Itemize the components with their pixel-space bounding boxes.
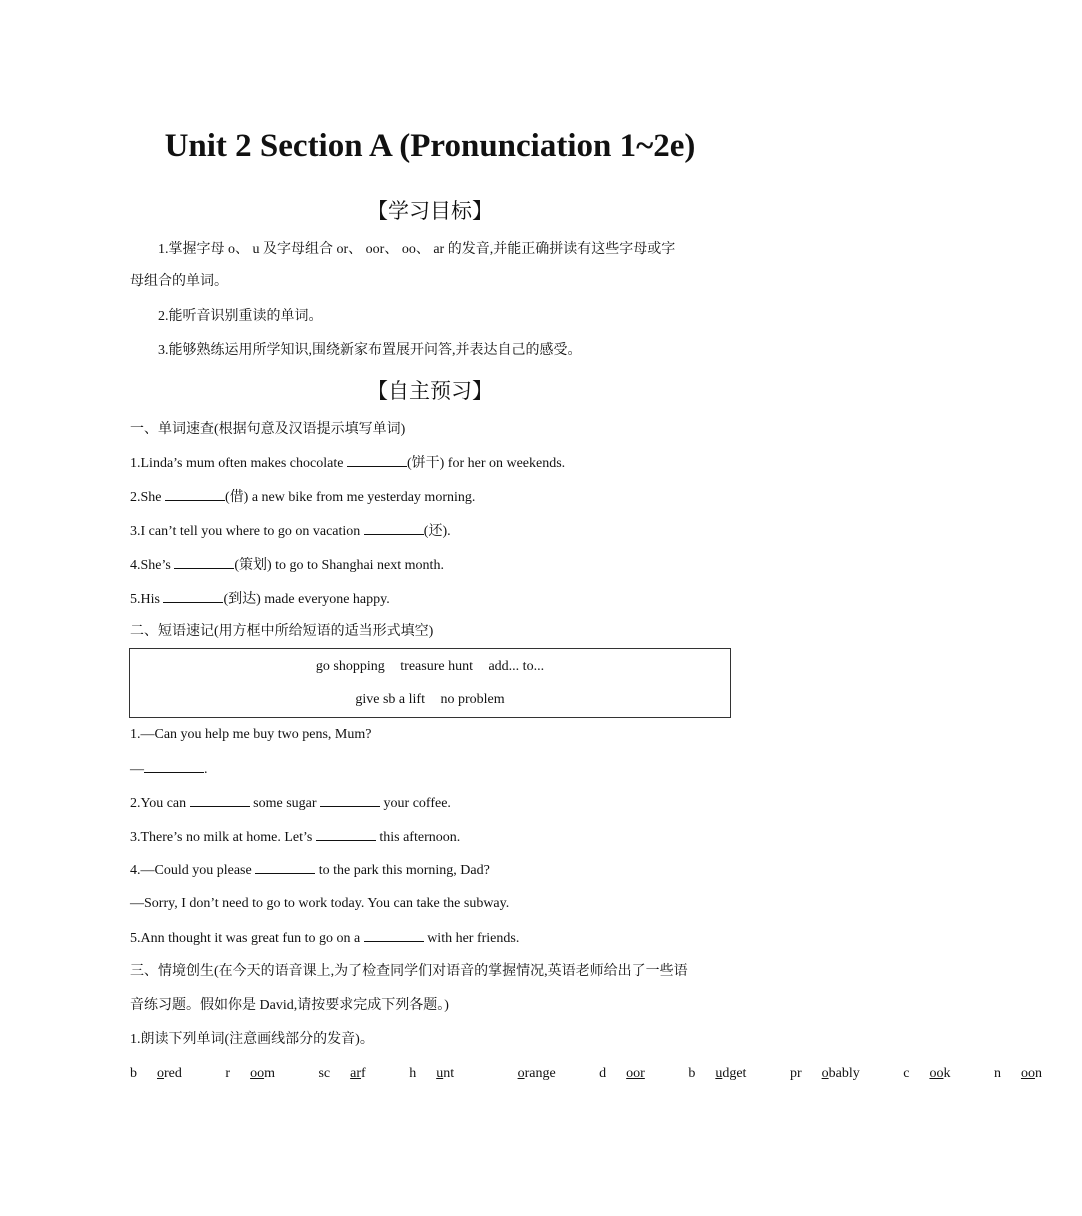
- objective-1-line-1: 1.掌握字母 o、 u 及字母组合 or、 oor、 oo、 ar 的发音,并能正确拼读有这些字母或字: [158, 242, 676, 257]
- preview-heading: 【自主预习】: [367, 379, 493, 403]
- word-bored: b ored: [130, 1066, 182, 1081]
- phrase: give sb a lift: [355, 692, 425, 707]
- part1-title: 一、单词速查(根据句意及汉语提示填写单词): [130, 422, 406, 437]
- part1-question-2: 2.She (借) a new bike from me yesterday morning.: [130, 487, 740, 508]
- answer-blank[interactable]: [190, 793, 250, 807]
- part1-question-1: 1.Linda’s mum often makes chocolate (饼干) for her on weekends.: [130, 453, 740, 474]
- part1-question-4: 4.She’s (策划) to go to Shanghai next month.: [130, 555, 740, 576]
- word-budget: b udget: [688, 1066, 747, 1081]
- word-noon: n oon: [993, 1066, 1042, 1081]
- phrase-box-row-2: [130, 690, 730, 710]
- answer-blank[interactable]: [163, 589, 223, 603]
- part2-question-2: 2.You can some sugar your coffee.: [130, 793, 740, 814]
- word-room: r oom: [225, 1066, 275, 1081]
- part1-question-5: 5.His (到达) made everyone happy.: [130, 589, 740, 610]
- word-probably: pr obably: [789, 1066, 860, 1081]
- part2-question-4: 4.—Could you please to the park this morning, Dad?: [130, 860, 740, 881]
- page-title: Unit 2 Section A (Pronunciation 1~2e): [164, 128, 696, 164]
- word-orange: orange: [517, 1066, 556, 1081]
- answer-blank[interactable]: [174, 555, 234, 569]
- part2-title: 二、短语速记(用方框中所给短语的适当形式填空): [130, 624, 434, 639]
- word-door: d oor: [599, 1066, 645, 1081]
- part2-question-1: 1.—Can you help me buy two pens, Mum?: [130, 727, 372, 742]
- answer-blank[interactable]: [320, 793, 380, 807]
- objective-3: 3.能够熟练运用所学知识,围绕新家布置展开问答,并表达自己的感受。: [158, 343, 582, 358]
- part1-question-3: 3.I can’t tell you where to go on vacation (还).: [130, 521, 740, 542]
- part2-question-3: 3.There’s no milk at home. Let’s this afternoon.: [130, 827, 740, 848]
- answer-blank[interactable]: [255, 860, 315, 874]
- phrase: add... to...: [488, 659, 545, 674]
- phrase-box: [129, 648, 731, 718]
- part3-task-1: 1.朗读下列单词(注意画线部分的发音)。: [130, 1032, 374, 1047]
- objective-1-line-2: 母组合的单词。: [130, 274, 228, 289]
- answer-blank[interactable]: [364, 928, 424, 942]
- answer-blank[interactable]: [144, 759, 204, 773]
- part3-title-line-1: 三、情境创生(在今天的语音课上,为了检查同学们对语音的掌握情况,英语老师给出了一些语: [130, 964, 688, 979]
- word-scarf: sc arf: [318, 1066, 366, 1081]
- part3-title-line-2: 音练习题。假如你是 David,请按要求完成下列各题。): [130, 998, 449, 1013]
- answer-blank[interactable]: [316, 827, 376, 841]
- part2-question-4-reply: —Sorry, I don’t need to go to work today. You can take the subway.: [130, 896, 510, 911]
- phrase: no problem: [440, 692, 505, 707]
- answer-blank[interactable]: [347, 453, 407, 467]
- phrase: treasure hunt: [400, 659, 473, 674]
- part2-question-5: 5.Ann thought it was great fun to go on a with her friends.: [130, 928, 740, 949]
- answer-blank[interactable]: [364, 521, 424, 535]
- answer-blank[interactable]: [165, 487, 225, 501]
- word-hunt: h unt: [409, 1066, 455, 1081]
- pronunciation-word-list: [130, 1064, 1042, 1084]
- phrase-box-row-1: [130, 657, 730, 677]
- objectives-heading: 【学习目标】: [367, 199, 493, 223]
- objective-2: 2.能听音识别重读的单词。: [158, 309, 323, 324]
- word-cook: c ook: [903, 1066, 951, 1081]
- phrase: go shopping: [315, 659, 385, 674]
- part2-question-1-answer: — .: [130, 759, 740, 780]
